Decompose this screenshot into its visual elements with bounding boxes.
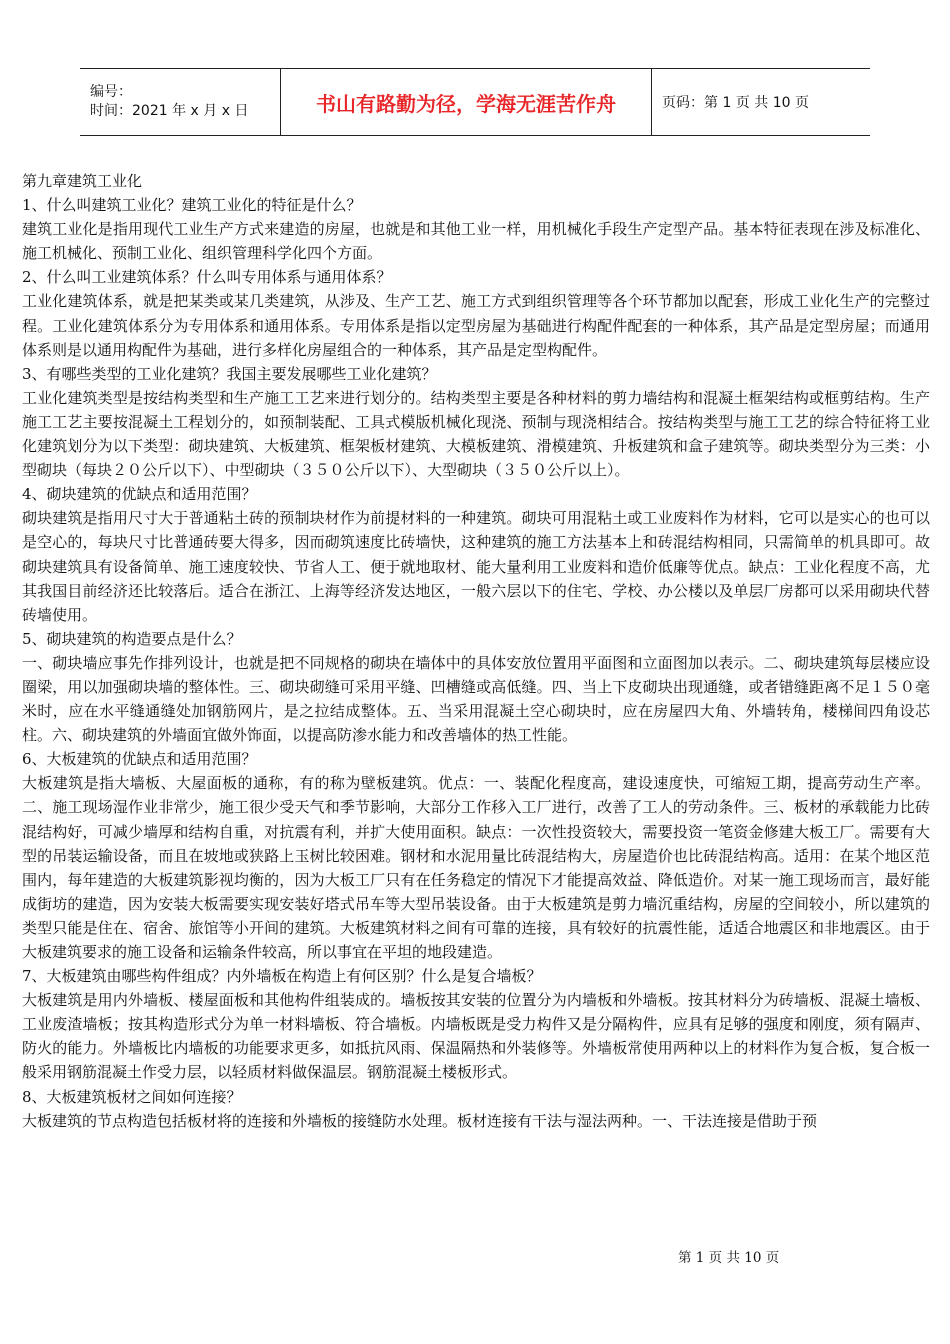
page-header	[80, 68, 870, 136]
answer-2: 工业化建筑体系，就是把某类或某几类建筑，从涉及、生产工艺、施工方式到组织管理等各个环节都加以配套，形成工业化生产的完整过程。工业化建筑体系分为专用体系和通用体系。专用体系是指以定型房屋为基础进行构配件配套的一种体系，其产品是定型房屋；而通用体系则是以通用构配件为基础，进行多样化房屋组合的一种体系，其产品是定型构配件。	[22, 292, 930, 359]
footer-page-number: 第 1 页 共 10 页	[678, 1250, 780, 1266]
question-4: 4、砌块建筑的优缺点和适用范围？	[22, 485, 257, 504]
answer-6: 大板建筑是指大墙板、大屋面板的通称，有的称为壁板建筑。优点：一、装配化程度高，建设速度快，可缩短工期，提高劳动生产率。二、施工现场湿作业非常少，施工很少受天气和季节影响，大部分工作移入工厂进行，改善了工人的劳动条件。三、板材的承载能力比砖混结构好，可减少墙厚和结构自重，对抗震有利，并扩大使用面积。缺点：一次性投资较大，需要投资一笔资金修建大板工厂。需要有大型的吊装运输设备，而且在坡地或狭路上玉树比较困难。钢材和水泥用量比砖混结构大，房屋造价也比砖混结构高。适用：在某个地区范围内，每年建造的大板建筑影视均衡的，因为大板工厂只有在任务稳定的情况下才能提高效益、降低造价。对某一施工现场而言，最好能成街坊的建造，因为安装大板需要实现安装好塔式吊车等大型吊装设备。由于大板建筑是剪力墙沉重结构，房屋的空间较小，所以建筑的类型只能是住在、宿舍、旅馆等小开间的建筑。大板建筑材料之间有可靠的连接，具有较好的抗震性能，适适合地震区和非地震区。由于大板建筑要求的施工设备和运输条件较高，所以事宜在平坦的地段建造。	[22, 774, 930, 961]
answer-8: 大板建筑的节点构造包括板材将的连接和外墙板的接缝防水处理。板材连接有干法与湿法两种。一、干法连接是借助于预	[22, 1111, 818, 1130]
answer-4: 砌块建筑是指用尺寸大于普通粘土砖的预制块材作为前提材料的一种建筑。砌块可用混粘土或工业废料作为材料，它可以是实心的也可以是空心的，每块尺寸比普通砖要大得多，因而砌筑速度比砖墙快，这种建筑的施工方法基本上和砖混结构相同，只需简单的机具即可。故砌块建筑具有设备简单、施工速度较快、节省人工、便于就地取材、能大量利用工业废料和造价低廉等优点。缺点：工业化程度不高，尤其我国目前经济还比较落后。适合在浙江、上海等经济发达地区，一般六层以下的住宅、学校、办公楼以及单层厂房都可以采用砌块代替砖墙使用。	[22, 509, 930, 624]
header-page-cell	[652, 69, 809, 135]
header-motto: 书山有路勤为径，学海无涯苦作舟	[316, 91, 616, 116]
document-number-label: 编号：	[90, 84, 132, 100]
header-page-number: 页码：第 1 页 共 10 页	[662, 95, 809, 111]
question-1: 1、什么叫建筑工业化？建筑工业化的特征是什么？	[22, 196, 362, 215]
chapter-title: 第九章建筑工业化	[22, 172, 143, 190]
answer-1: 建筑工业化是指用现代工业生产方式来建造的房屋，也就是和其他工业一样，用机械化手段生产定型产品。基本特征表现在涉及标准化、施工机械化、预制工业化、组织管理科学化四个方面。	[22, 220, 930, 263]
document-time-label: 时间：2021 年 x 月 x 日	[90, 103, 249, 119]
question-2: 2、什么叫工业建筑体系？什么叫专用体系与通用体系？	[22, 268, 392, 287]
answer-5: 一、砌块墙应事先作排列设计，也就是把不同规格的砌块在墙体中的具体安放位置用平面图和立面图加以表示。二、砌块建筑每层楼应设圈梁，用以加强砌块墙的整体性。三、砌块砌缝可采用平缝、凹槽缝或高低缝。四、当上下皮砌块出现通缝，或者错缝距离不足１５０毫米时，应在水平缝通缝处加钢筋网片，是之拉结成整体。五、当采用混凝土空心砌块时，应在房屋四大角、外墙转角，楼梯间四角设芯柱。六、砌块建筑的外墙面宜做外饰面，以提高防渗水能力和改善墙体的热工性能。	[22, 653, 930, 745]
answer-7: 大板建筑是用内外墙板、楼屋面板和其他构件组装成的。墙板按其安装的位置分为内墙板和外墙板。按其材料分为砖墙板、混凝土墙板、工业废渣墙板；按其构造形式分为单一材料墙板、符合墙板。内墙板既是受力构件又是分隔构件，应具有足够的强度和刚度，须有隔声、防火的能力。外墙板比内墙板的功能要求更多，如抵抗风雨、保温隔热和外装修等。外墙板常使用两种以上的材料作为复合板，复合板一般采用钢筋混凝土作受力层，以轻质材料做保温层。钢筋混凝土楼板形式。	[22, 991, 930, 1082]
question-6: 6、大板建筑的优缺点和适用范围？	[22, 750, 257, 769]
question-7: 7、大板建筑由哪些构件组成？内外墙板在构造上有何区别？什么是复合墙板？	[22, 967, 542, 986]
document-body	[22, 169, 930, 1133]
question-3: 3、有哪些类型的工业化建筑？我国主要发展哪些工业化建筑？	[22, 364, 437, 383]
page-footer	[678, 1246, 779, 1266]
answer-3: 工业化建筑类型是按结构类型和生产施工工艺来进行划分的。结构类型主要是各种材料的剪力墙结构和混凝土框架结构或框剪结构。生产施工工艺主要按混凝土工程划分的，如预制装配、工具式模版机械化现浇、预制与现浇相结合。按结构类型与施工工艺的综合特征将工业化建筑划分为以下类型：砌块建筑、大板建筑、框架板材建筑、大模板建筑、滑模建筑、升板建筑和盒子建筑等。砌块类型分为三类：小型砌块（每块２０公斤以下）、中型砌块（３５０公斤以下）、大型砌块（３５０公斤以上）。	[22, 388, 930, 480]
question-8: 8、大板建筑板材之间如何连接？	[22, 1087, 242, 1106]
header-meta	[80, 69, 280, 135]
header-motto-cell	[280, 69, 652, 135]
question-5: 5、砌块建筑的构造要点是什么？	[22, 629, 242, 648]
